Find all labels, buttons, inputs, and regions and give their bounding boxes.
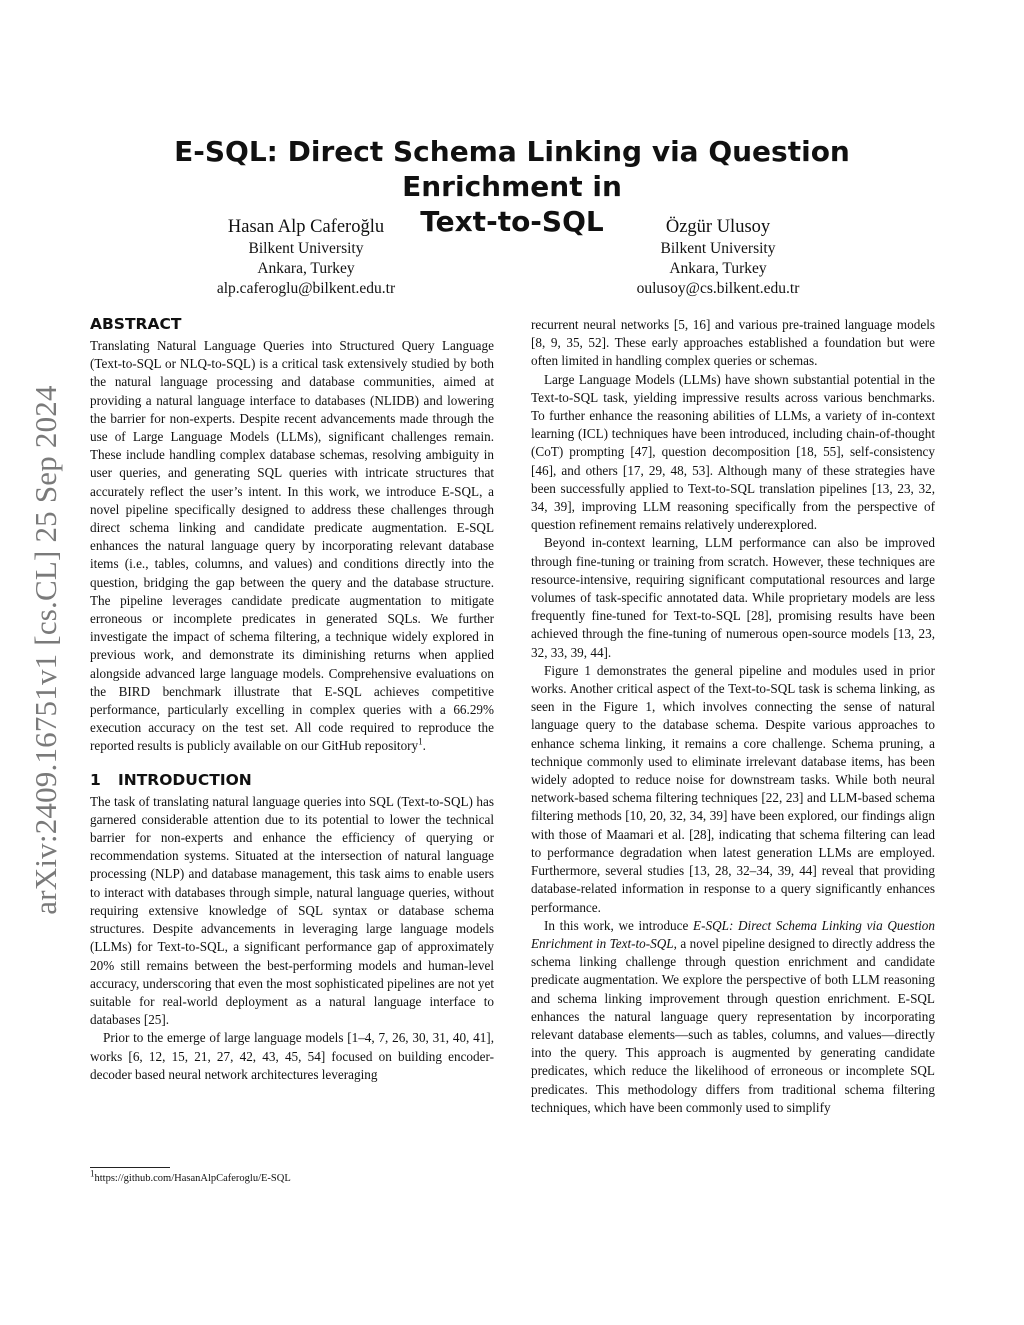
author-name: Hasan Alp Caferoğlu	[227, 217, 385, 237]
author-block-1	[136, 216, 476, 299]
footnote-url: https://github.com/HasanAlpCaferoglu/E-SQL	[94, 1173, 291, 1184]
left-column	[90, 314, 494, 1084]
author-location: Ankara, Turkey	[257, 260, 355, 277]
section-heading-introduction	[90, 770, 494, 790]
intro-paragraph-2: Prior to the emerge of large language models [1–4, 7, 26, 30, 31, 40, 41], works [6, 12, 15, 21, 27, 42, 43, 45, 54] focused on building encoder-decoder based neural network architectures leveraging	[90, 1030, 494, 1082]
abstract-paragraph	[90, 337, 494, 756]
body-paragraph-llms: Large Language Models (LLMs) have shown substantial potential in the Text-to-SQL task, yielding impressive results across various benchmarks. To further enhance the reasoning abilities of LLMs, a variety of in-context learning (ICL) techniques have been introduced, including chain-of-thought (CoT) prompting [47], question decomposition [18, 55], self-consistency [46], and others [17, 29, 48, 53]. Although many of these strategies have been successfully applied to Text-to-SQL translation pipelines [13, 23, 32, 34, 39], improving LLM reasoning specifically from the perspective of question refinement remains relatively underexplored.	[531, 371, 935, 533]
footnote	[90, 1168, 291, 1186]
author-block-2	[548, 216, 888, 299]
body-paragraph-finetuning: Beyond in-context learning, LLM performance can also be improved through fine-tuning or training from scratch. However, these techniques are resource-intensive, requiring significant computational resources and large volumes of task-specific annotated data. While proprietary models are less frequently fine-tuned for Text-to-SQL [28], promising results have been achieved through the fine-tuning of numerous open-source models [13, 23, 32, 33, 39, 44].	[531, 535, 935, 660]
footnote-ref: 1	[418, 737, 423, 748]
body-paragraph-contribution	[531, 917, 935, 1117]
abstract-heading: ABSTRACT	[90, 315, 182, 333]
author-affiliation: Bilkent University	[248, 240, 364, 257]
contribution-rest: , a novel pipeline designed to directly address the schema linking challenge through question enrichment and candidate predicate augmentation. We explore the perspective of both LLM reasoning and schema linking improvement through question enrichment. E-SQL enhances the natural language query representation by incorporating relevant database elements—such as tables, columns, and values—directly into the query. This approach is augmented by generating candidate predicates, which reduce the likelihood of erroneous or incomplete SQL predicates. This methodology differs from traditional schema filtering techniques, which have been commonly used to simplify	[531, 935, 935, 1115]
author-affiliation: Bilkent University	[660, 240, 776, 257]
body-paragraph-continued: recurrent neural networks [5, 16] and various pre-trained language models [8, 9, 35, 52]. These early approaches established a foundation but were often limited in handling complex queries or schemas.	[531, 317, 935, 369]
author-name: Özgür Ulusoy	[665, 217, 771, 237]
author-email: oulusoy@cs.bilkent.edu.tr	[636, 280, 800, 297]
section-number: 1	[90, 770, 101, 789]
author-location: Ankara, Turkey	[669, 260, 767, 277]
footnote-divider	[90, 1167, 170, 1168]
body-paragraph-schema-linking: Figure 1 demonstrates the general pipeline and modules used in prior works. Another critical aspect of the Text-to-SQL task is schema linking, as seen in the Figure 1, which involves connecting the sense of natural language query to the database schema. Despite various approaches to enhance schema linking, it remains a core challenge. Schema pruning, a technique commonly used to eliminate irrelevant database items, has been widely adopted to reduce noise for downstream tasks. While both neural network-based schema filtering techniques [22, 23] and LLM-based schema filtering methods [10, 20, 32, 34, 39] have been explored, our findings align with those of Maamari et al. [28], indicating that schema filtering can lead to performance degradation when latest generation LLMs are employed. Furthermore, several studies [13, 28, 32–34, 39, 44] reveal that providing database-related information in response to a query significantly enhances performance.	[531, 662, 935, 915]
arxiv-stamp: arXiv:2409.16751v1 [cs.CL] 25 Sep 2024	[28, 385, 63, 915]
abstract-text: Translating Natural Language Queries into Structured Query Language (Text-to-SQL or NLQ-to-SQL) is a critical task extensively studied by both the natural language processing and database communities, aimed at providing a natural language interface to databases (NLIDB) and lowering the barrier for non-experts. Despite recent advancements made through the use of Large Language Models (LLMs), significant challenges remain. These include handling complex database schemas, resolving ambiguity in user queries, and generating SQL queries with intricate structures that accurately reflect the user’s intent. In this work, we introduce E-SQL, a novel pipeline specifically designed to address these challenges through direct schema linking and candidate predicate augmentation. E-SQL enhances the natural language query by incorporating relevant database items (i.e., tables, columns, and values) and conditions directly into the question, bridging the gap between the query and the database structure. The pipeline leverages candidate predicate augmentation to mitigate erroneous or incomplete predicates in generated SQLs. We further investigate the impact of schema filtering, a technique widely explored in previous work, and demonstrate its diminishing returns when applied alongside advanced large language models. Comprehensive evaluations on the BIRD benchmark illustrate that E-SQL achieves competitive performance, particularly excelling in complex queries with a 66.29% execution accuracy on the test set. All code required to reproduce the reported results is publicly available on our GitHub repository	[90, 338, 494, 754]
contribution-lead: In this work, we introduce	[544, 917, 694, 933]
abstract-end: .	[422, 738, 426, 754]
footnote-mark: 1	[90, 1168, 95, 1179]
section-title: INTRODUCTION	[118, 770, 252, 789]
title-line-1: E-SQL: Direct Schema Linking via Question Enrichment in	[174, 135, 850, 203]
title-line-2: Text-to-SQL	[420, 205, 604, 238]
contribution-title-emphasis: E-SQL: Direct Schema Linking via Question Enrichment in Text-to-SQL	[531, 917, 935, 951]
intro-paragraph-1: The task of translating natural language queries into SQL (Text-to-SQL) has garnered considerable attention due to its potential to lower the technical barrier for non-experts and enhance the efficiency of querying or recommendation systems. Situated at the intersection of natural language processing (NLP) and database management, this task aims to enable users to interact with databases through simple, natural language queries, without requiring extensive knowledge of SQL syntax or database schema structures. Despite advancements in leveraging large language models (LLMs) for Text-to-SQL, a significant performance gap of approximately 20% still remains between the best-performing models and human-level accuracy, underscoring that even the most sophisticated pipelines are not yet suitable for real-world deployment as a natural language interface to databases [25].	[90, 793, 494, 1028]
author-email: alp.caferoglu@bilkent.edu.tr	[216, 280, 396, 297]
right-column	[531, 316, 935, 1117]
